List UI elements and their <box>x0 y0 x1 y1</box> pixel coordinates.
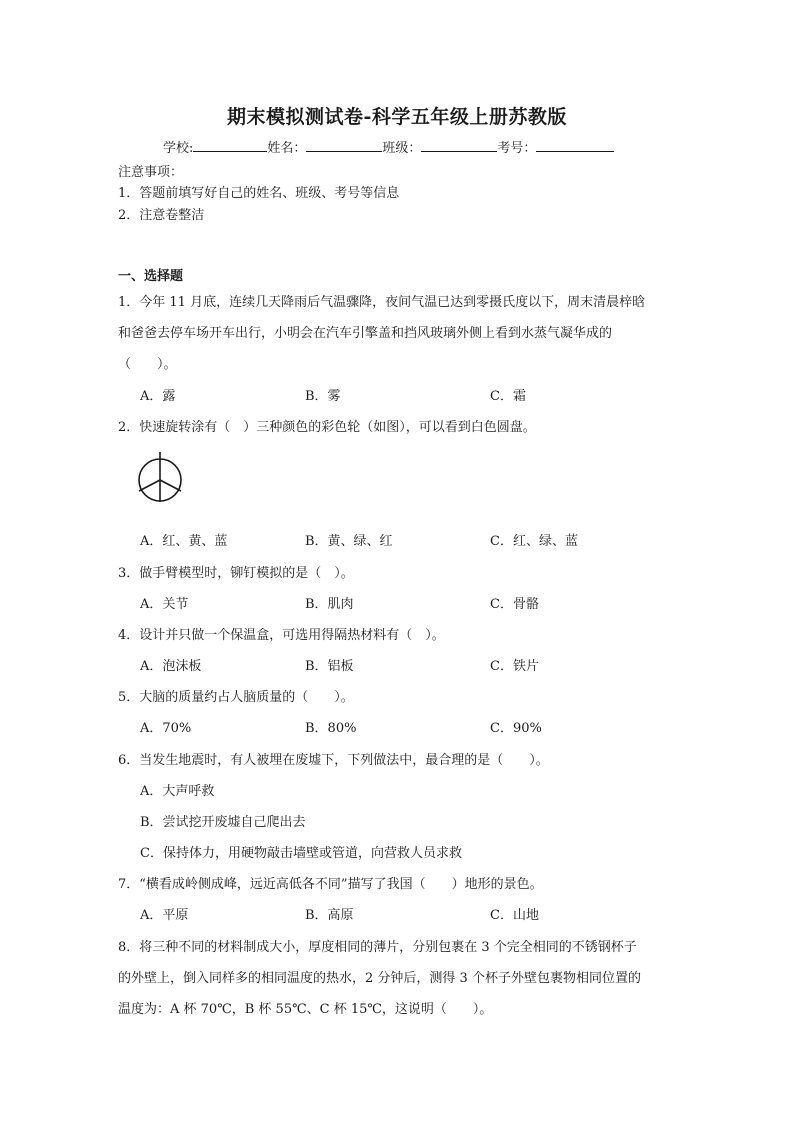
note-item: 1．答题前填写好自己的姓名、班级、考号等信息 <box>118 186 400 201</box>
school-label: 学校: <box>163 141 194 156</box>
question-7-option-a[interactable]: A．平原 <box>140 908 189 923</box>
question-8-line: 8．将三种不同的材料制成大小，厚度相同的薄片，分别包裹在 3 个完全相同的不锈钢杯子 <box>118 940 637 955</box>
class-blank[interactable] <box>421 137 497 152</box>
id-label: 考号： <box>497 141 537 156</box>
id-blank[interactable] <box>536 137 614 152</box>
question-2-option-a[interactable]: A．红、黄、蓝 <box>140 534 228 549</box>
question-3-option-c[interactable]: C．骨骼 <box>490 597 539 612</box>
question-3-option-b[interactable]: B．肌肉 <box>305 597 354 612</box>
question-1-option-a[interactable]: A．露 <box>140 389 176 404</box>
question-1-line: 1．今年 11 月底，连续几天降雨后气温骤降，夜间气温已达到零摄氏度以下，周末清晨梓晗 <box>118 295 646 310</box>
notes-heading: 注意事项： <box>118 165 184 180</box>
question-8-line: 温度为：A 杯 70℃，B 杯 55℃、C 杯 15℃，这说明（ ）。 <box>118 1002 493 1017</box>
question-6-option-c[interactable]: C．保持体力，用硬物敲击墙壁或管道，向营救人员求救 <box>140 846 462 861</box>
exam-title: 期末模拟测试卷-科学五年级上册苏教版 <box>227 106 567 128</box>
question-5-option-b[interactable]: B．80% <box>305 721 357 736</box>
name-blank[interactable] <box>306 137 382 152</box>
question-2-option-b[interactable]: B．黄、绿、红 <box>305 534 393 549</box>
question-3-line: 3．做手臂模型时，铆钉模拟的是（ ）。 <box>118 566 354 581</box>
class-label: 班级： <box>382 141 422 156</box>
question-1-option-c[interactable]: C．霜 <box>490 389 526 404</box>
question-2-option-c[interactable]: C．红、绿、蓝 <box>490 534 578 549</box>
question-7-option-b[interactable]: B．高原 <box>305 908 354 923</box>
question-4-option-a[interactable]: A．泡沫板 <box>140 659 202 674</box>
question-6-option-a[interactable]: A．大声呼救 <box>140 784 215 799</box>
question-6-line: 6．当发生地震时，有人被埋在废墟下，下列做法中，最合理的是（ ）。 <box>118 753 549 768</box>
school-blank[interactable] <box>193 137 267 152</box>
question-7-line: 7．“横看成岭侧成峰，远近高低各不同”描写了我国（ ）地形的景色。 <box>118 877 543 892</box>
question-3-option-a[interactable]: A．关节 <box>140 597 189 612</box>
question-7-option-c[interactable]: C．山地 <box>490 908 539 923</box>
question-4-line: 4．设计并只做一个保温盒，可选用得隔热材料有（ ）。 <box>118 628 445 643</box>
color-wheel-figure <box>134 452 186 502</box>
section-heading: 一、选择题 <box>118 269 184 284</box>
question-8-line: 的外壁上，倒入同样多的相同温度的热水，2 分钟后，测得 3 个杯子外壁包裹物相同位置的 <box>118 971 641 986</box>
wheel-divider <box>139 480 160 491</box>
question-2-line: 2．快速旋转涂有（ ）三种颜色的彩色轮（如图），可以看到白色圆盘。 <box>118 420 536 435</box>
question-4-option-c[interactable]: C．铁片 <box>490 659 539 674</box>
question-5-option-c[interactable]: C．90% <box>490 721 542 736</box>
question-1-line: 和爸爸去停车场开车出行，小明会在汽车引擎盖和挡风玻璃外侧上看到水蒸气凝华成的 <box>118 326 613 341</box>
question-5-option-a[interactable]: A．70% <box>140 721 192 736</box>
wheel-divider <box>160 480 181 491</box>
question-1-line: （ ）。 <box>118 357 177 372</box>
student-info-row <box>163 137 614 156</box>
question-6-option-b[interactable]: B．尝试挖开废墟自己爬出去 <box>140 815 306 830</box>
name-label: 姓名： <box>267 141 307 156</box>
note-item: 2．注意卷整洁 <box>118 208 205 223</box>
question-5-line: 5．大脑的质量约占人脑质量的（ ）。 <box>118 690 354 705</box>
question-4-option-b[interactable]: B．铝板 <box>305 659 354 674</box>
question-1-option-b[interactable]: B．雾 <box>305 389 341 404</box>
